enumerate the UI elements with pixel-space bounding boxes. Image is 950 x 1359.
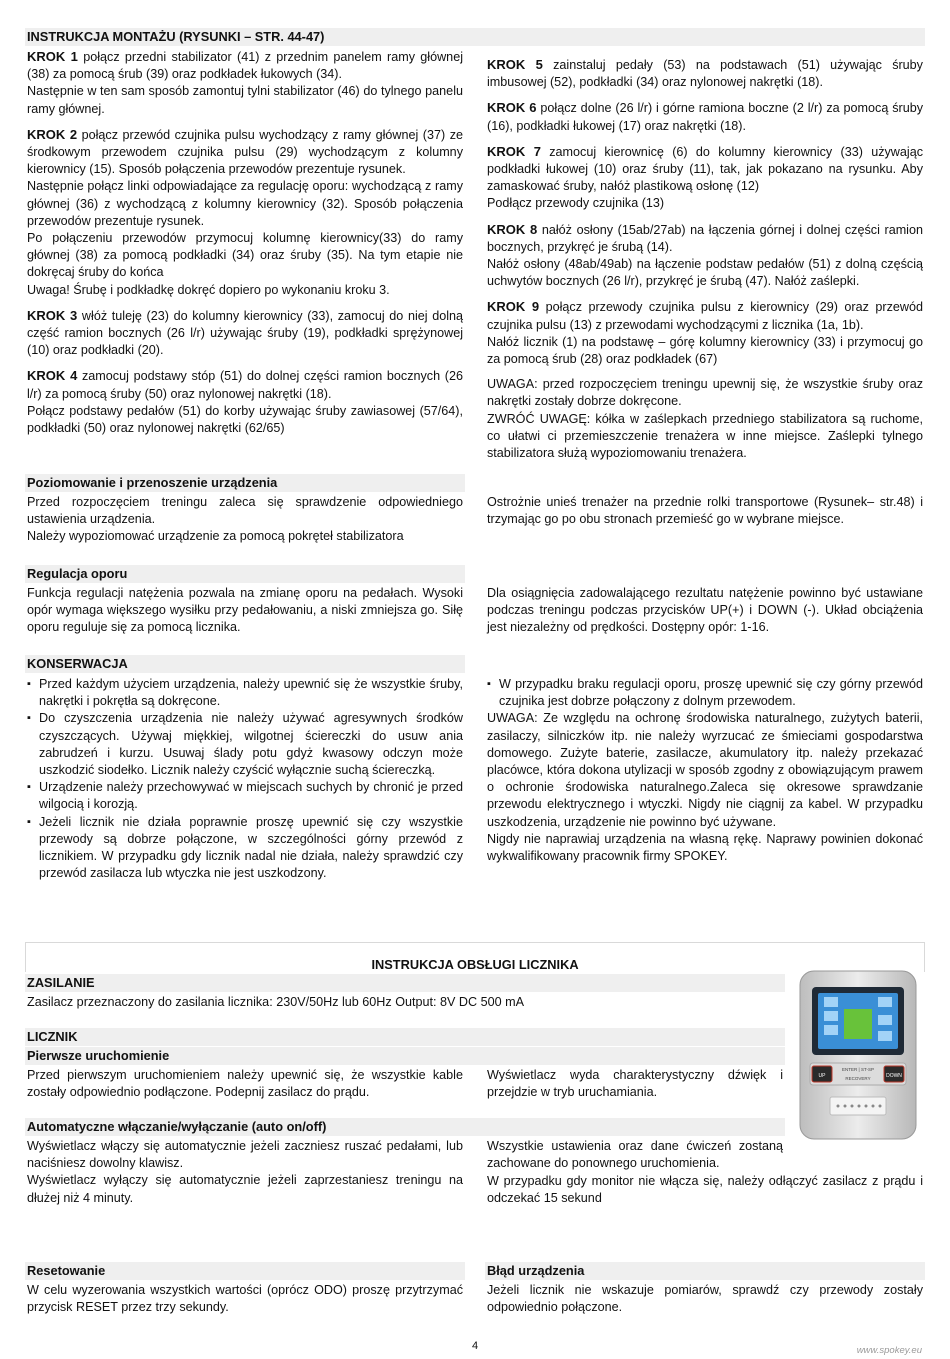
step-4 xyxy=(27,367,463,402)
list-item: ▪ Jeżeli licznik nie działa poprawnie proszę upewnić się czy wszystkie przewody są dobrze połączone, w szczególności górny przewód z licznikiem. W przypadku gdy licznik nadal nie działa, należy sprawdzić czy przewód zasilacza lub wtyczka nie jest uszkodzony. xyxy=(27,814,463,883)
step-text: zainstaluj pedały (53) na podstawach (51) używając śruby imbusowej (52), podkładki (34) oraz nylonowej nakrętki (18). xyxy=(487,58,923,90)
maintenance-right xyxy=(487,676,923,865)
step-label: KROK 9 xyxy=(487,299,540,315)
paragraph: W przypadku gdy monitor nie włącza się, należy odłączyć zasilacz z prądu i odczekać 15 sekund xyxy=(487,1174,923,1206)
step-label: KROK 3 xyxy=(27,307,78,323)
step-2-note-b: Po połączeniu przewodów przymocuj kolumnę kierownicy(33) do ramy głównej (38) za pomocą podkładki (34) oraz śruby (35). Na tym etapie nie dokręcaj śruby do końca xyxy=(27,231,463,280)
paragraph: Dla osiągnięcia zadowalającego rezultatu natężenie powinno być ustawiane podczas treningu podczas przycisków UP(+) i DOWN (-). Układ obciążenia jest niezależny od prędkości. Dostępny opór: 1-16. xyxy=(487,586,923,635)
first-start-right xyxy=(487,1067,783,1101)
meter-title xyxy=(25,956,925,974)
step-text: włóż tuleję (23) do kolumny kierownicy (33), zamocuj do niej dolną część ramion bocznych (26 l/r) używając śruby (19), podkładki sprężynowej (10) oraz podkładki (20). xyxy=(27,308,464,358)
step-9 xyxy=(487,298,923,333)
screen-digit xyxy=(878,1015,892,1025)
section-title: ZASILANIE xyxy=(27,975,95,990)
step-label: KROK 4 xyxy=(27,368,78,384)
list-item: ▪ W przypadku braku regulacji oporu, proszę upewnić się czy górny przewód czujnika jest dobrze połączony z dolnym przewodem. xyxy=(487,676,923,710)
down-label: DOWN xyxy=(886,1073,902,1079)
auto-left xyxy=(27,1138,463,1207)
assembly-header xyxy=(25,28,925,46)
paragraph: W celu wyzerowania wszystkich wartości (oprócz ODO) proszę przytrzymać przycisk RESET przez trzy sekundy. xyxy=(27,1283,463,1315)
paragraph: Funkcja regulacji natężenia pozwala na zmianę oporu na pedałach. Wysoki opór wymaga większego wysiłku przy pedałowaniu, a niski zmniejsza go. Siłę oporu reguluje się za pomocą licznika. xyxy=(27,586,463,635)
step-text: zamocuj podstawy stóp (51) do dolnej części ramion bocznych (26 l/r) za pomocą śruby (50) oraz nylonowej nakrętki (18). xyxy=(27,369,463,401)
page-title: INSTRUKCJA MONTAŻU (RYSUNKI – STR. 44-47) xyxy=(27,29,325,44)
screen-digit xyxy=(878,997,892,1007)
step-7-note: Podłącz przewody czujnika (13) xyxy=(487,196,665,211)
paragraph: Wyświetlacz wyłączy się automatycznie jeżeli zaprzestaniesz treningu na dłużej niż 4 minuty. xyxy=(27,1173,463,1205)
paragraph: Wyświetlacz włączy się automatycznie jeżeli zaczniesz ruszać pedałami, lub naciśniesz dowolny klawisz. xyxy=(27,1139,463,1171)
resistance-right xyxy=(487,585,923,637)
paragraph: Zasilacz przeznaczony do zasilania licznika: 230V/50Hz lub 60Hz Output: 8V DC 500 mA xyxy=(27,995,524,1009)
step-2-warning: Uwaga! Śrubę i podkładkę dokręć dopiero po wykonaniu kroku 3. xyxy=(27,282,390,297)
list-item: ▪ Do czyszczenia urządzenia nie należy używać agresywnych środków czyszczących. Używaj miękkiej, wilgotnej ściereczki do usuw ania zabrudzeń i kurzu. Usuwaj ślady potu gdyż kwasowy odczyn może uszkodzić siodełko. Licznik należy czyścić wyłącznie suchą ściereczką. xyxy=(27,710,463,779)
screen-digit xyxy=(824,1025,838,1035)
maintenance-header xyxy=(25,655,465,673)
step-2 xyxy=(27,126,463,179)
assembly-left-column xyxy=(27,48,463,437)
leveling-right xyxy=(487,494,923,528)
step-8 xyxy=(487,221,923,256)
leveling-header xyxy=(25,474,465,492)
counter-header xyxy=(25,1028,785,1046)
step-text: połącz przedni stabilizator (41) z przednim panelem ramy głównej (38) za pomocą śrub (39) oraz podkładek łukowych (34). xyxy=(27,50,463,82)
recovery-label: RECOVERY xyxy=(845,1076,871,1081)
step-text: zamocuj kierownicę (6) do kolumny kierownicy (33) używając podkładki łukowej (10) oraz śruby (11), tak, jak pokazano na rysunku. Aby zamaskować śruby, nałóż plastikową osłonę (12) xyxy=(487,144,923,194)
screen-digit xyxy=(824,997,838,1007)
auto-right xyxy=(487,1138,783,1172)
auto-header xyxy=(25,1118,785,1136)
step-1 xyxy=(27,48,463,83)
step-label: KROK 7 xyxy=(487,143,541,159)
section-title: Automatyczne włączanie/wyłączanie (auto on/off) xyxy=(27,1119,327,1134)
error-header xyxy=(485,1262,925,1280)
auto-right-extra xyxy=(487,1173,923,1207)
section-title: Błąd urządzenia xyxy=(487,1263,585,1278)
section-title: KONSERWACJA xyxy=(27,656,128,671)
meter-title-text: INSTRUKCJA OBSŁUGI LICZNIKA xyxy=(371,957,579,972)
screen-digit xyxy=(824,1011,838,1021)
step-9-note: Nałóż licznik (1) na podstawę – górę kolumny kierownicy (33) i przymocuj go za pomocą śrub (28) oraz podkładek (67) xyxy=(487,334,923,367)
step-6 xyxy=(487,99,923,134)
paragraph: Nigdy nie naprawiaj urządzenia na własną rękę. Naprawy powinien dokonać wykwalifikowany pracownik firmy SPOKEY. xyxy=(487,831,923,864)
section-title: LICZNIK xyxy=(27,1029,78,1044)
paragraph: Przed rozpoczęciem treningu zaleca się sprawdzenie odpowiedniego ustawienia urządzenia. xyxy=(27,495,463,527)
paragraph: Ostrożnie unieś trenażer na przednie rolki transportowe (Rysunek– str.48) i trzymając go po obu stronach przemieść go w wybrane miejsce. xyxy=(487,495,923,527)
step-label: KROK 2 xyxy=(27,126,78,142)
reset-header xyxy=(25,1262,465,1280)
resistance-left xyxy=(27,585,463,637)
paragraph: UWAGA: Ze względu na ochronę środowiska naturalnego, zużytych baterii, zasilaczy, silniczków itp. nie należy wyrzucać ze śmieciami gospodarstwa domowego. Zużyte baterie, zasilacze, akumulatory itp. należy przekazać placówce, która dokona utylizacji w sposób zgodny z obowiązującym prawem o ochronie środowiska naturalnego.Zaleca się okresowe sprawdzanie przewodu elektrycznego i wtyczki. Nigdy nie ciągnij za kabel. W przypadku uszkodzenia, urządzenie nie powinno być używane. xyxy=(487,711,923,829)
enter-label: ENTER | ST-SP xyxy=(842,1067,874,1072)
reset-text xyxy=(27,1282,463,1316)
step-text: nałóż osłony (15ab/27ab) na łączenia górnej i dolnej części ramion bocznych, przykręć je śrubą (14). xyxy=(487,222,923,254)
step-5 xyxy=(487,56,923,91)
paragraph: Wyświetlacz wyda charakterystyczny dźwięk i przejdzie w tryb uruchamiania. xyxy=(487,1068,783,1100)
step-text: połącz dolne (26 l/r) i górne ramiona boczne (2 l/r) za pomocą śruby (16), podkładki łukowej (17) oraz nakrętki (18). xyxy=(487,101,923,133)
page-number xyxy=(445,1338,505,1355)
step-label: KROK 1 xyxy=(27,49,78,64)
resistance-header xyxy=(25,565,465,583)
meter-divider xyxy=(25,942,925,943)
website-link[interactable] xyxy=(832,1342,922,1359)
page-number-text: 4 xyxy=(471,1340,479,1352)
section-title: Pierwsze uruchomienie xyxy=(27,1048,170,1063)
step-2-note-a: Następnie połącz linki odpowiadające za regulację oporu: wychodzącą z ramy głównej (36) z wychodzącą z kolumny kierownicy (32). Sposób połączenia przewodów prezentuje rysunek. xyxy=(27,179,463,228)
step-label: KROK 5 xyxy=(487,57,543,72)
paragraph: Wszystkie ustawienia oraz dane ćwiczeń zostaną zachowane do ponownego uruchomienia. xyxy=(487,1139,783,1171)
paragraph: Należy wypoziomować urządzenie za pomocą pokręteł stabilizatora xyxy=(27,529,404,544)
section-title: Resetowanie xyxy=(27,1263,106,1278)
screen-bars xyxy=(844,1009,872,1039)
attention-note: ZWRÓĆ UWAGĘ: kółka w zaślepkach przedniego stabilizatora są ruchome, co ułatwi ci przemieszczenie trenażera w inne miejsce. Zaślepki tylnego stabilizatora służą wypoziomowaniu trenażera. xyxy=(487,411,923,461)
assembly-right-column xyxy=(487,56,923,462)
step-label: KROK 8 xyxy=(487,221,538,237)
paragraph: Przed pierwszym uruchomieniem należy upewnić się, że wszystkie kable zostały odpowiednio podłączone. Podepnij zasilacz do prądu. xyxy=(27,1068,463,1100)
step-8-note: Nałóż osłony (48ab/49ab) na łączenie podstaw pedałów (51) z dolną częścią uchwytów bocznych (26 l/r), przykręć je śrubą (47). Nałóż zaślepki. xyxy=(487,257,923,289)
error-text xyxy=(487,1282,923,1316)
paragraph: Jeżeli licznik nie wskazuje pomiarów, sprawdź czy przewody zostały odpowiednio połączone. xyxy=(487,1283,923,1315)
list-item: ▪ Urządzenie należy przechowywać w miejscach suchych by chronić je przed wilgocią i korozją. xyxy=(27,779,463,813)
first-start-header xyxy=(25,1047,785,1065)
step-text: połącz przewód czujnika pulsu wychodzący z ramy głównej (37) ze środkowym przewodem czujnika pulsu (29) wychodzącym z kolumny kierownicy (15). Sposób połączenia przewodów prezentuje rysunek. xyxy=(27,127,463,177)
maintenance-left xyxy=(27,676,463,882)
leveling-left xyxy=(27,494,463,546)
first-start-left xyxy=(27,1067,463,1101)
step-3 xyxy=(27,307,463,360)
power-header xyxy=(25,974,785,992)
list-item: ▪ Przed każdym użyciem urządzenia, należy upewnić się że wszystkie śruby, nakrętki i pokrętła są dokręcone. xyxy=(27,676,463,710)
power-text xyxy=(27,994,783,1011)
section-title: Poziomowanie i przenoszenie urządzenia xyxy=(27,475,278,490)
console-image xyxy=(796,967,920,1143)
up-label: UP xyxy=(818,1073,826,1079)
step-1-note: Następnie w ten sam sposób zamontuj tylni stabilizator (46) do tylnego panelu ramy głównej. xyxy=(27,84,463,116)
step-7 xyxy=(487,143,923,196)
step-4-note: Połącz podstawy pedałów (51) do korby używając śruby zawiasowej (57/64), podkładki (50) oraz nylonowej nakrętki (62/65) xyxy=(27,403,463,436)
section-title: Regulacja oporu xyxy=(27,566,128,581)
caution-note: UWAGA: przed rozpoczęciem treningu upewnij się, że wszystkie śruby oraz nakrętki zostały dobrze dokręcone. xyxy=(487,377,923,409)
step-label: KROK 6 xyxy=(487,100,537,116)
screen-digit xyxy=(878,1031,892,1041)
console-illustration xyxy=(796,967,920,1143)
step-text: połącz przewody czujnika pulsu z kierownicy (29) oraz przewód czujnika pulsu (13) z przewodami wychodzącymi z licznika (1a, 1b). xyxy=(487,300,923,332)
website-text[interactable]: www.spokey.eu xyxy=(856,1345,922,1356)
